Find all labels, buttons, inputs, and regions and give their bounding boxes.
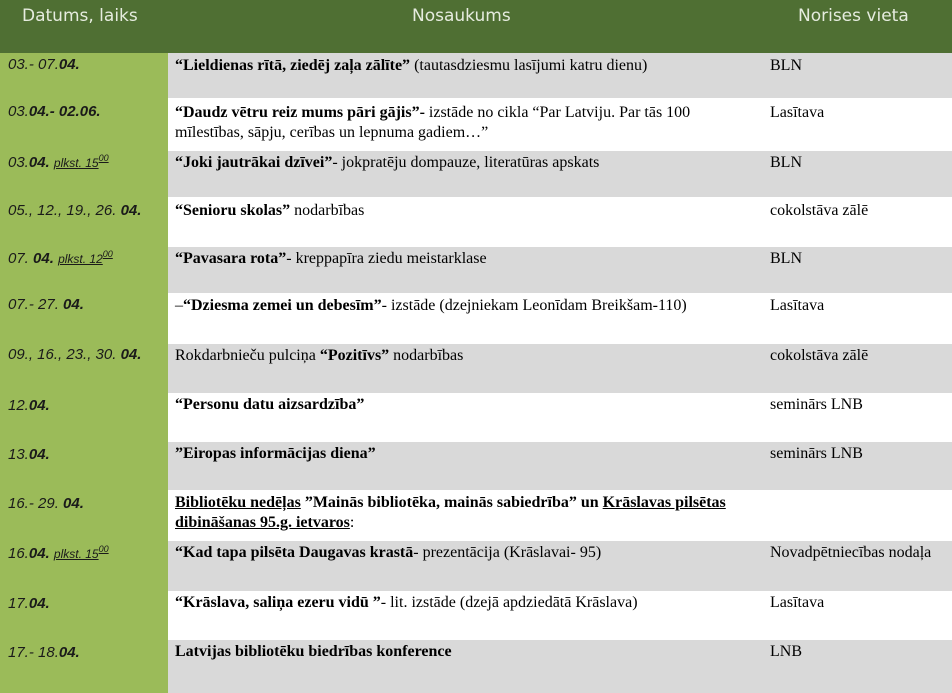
header-date: Datums, laiks <box>22 6 138 26</box>
date-cell: 07.- 27. 04. <box>8 296 84 313</box>
place-cell: BLN <box>770 250 802 267</box>
place-cell: cokolstāva zālē <box>770 347 869 364</box>
title-cell: Bibliotēku nedēļas ”Mainās bibliotēka, mainās sabiedrība” un Krāslavas pilsētas dibināšanas 95.g. ietvaros: <box>175 494 726 531</box>
place-cell: Lasītava <box>770 104 825 121</box>
title-cell: “Personu datu aizsardzība” <box>175 396 365 413</box>
title-cell: “Daudz vētru reiz mums pāri gājis”- izstāde no cikla “Par Latviju. Par tās 100 mīlestības, sāpju, cerības un lepnuma gadiem…” <box>175 104 691 141</box>
date-cell: 07. 04. plkst. $12^{00}$ <box>8 249 113 267</box>
date-cell: 16.- 29. 04. <box>8 495 84 512</box>
title-cell: ”Eiropas informācijas diena” <box>175 445 376 462</box>
title-cell: “Joki jautrākai dzīvei”- jokpratēju dompauze, literatūras apskats <box>175 154 600 171</box>
place-cell: LNB <box>770 643 802 660</box>
date-cell: 16.04. plkst. $15^{00}$ <box>8 544 109 562</box>
date-cell: 05., 12., 19., 26. 04. <box>8 202 142 219</box>
date-cell: 17.- 18.04. <box>8 644 80 661</box>
title-cell: “Krāslava, saliņa ezeru vidū ”- lit. izstāde (dzejā apdziedātā Krāslava) <box>175 594 638 611</box>
title-cell: Latvijas bibliotēku biedrības konference <box>175 643 452 660</box>
place-cell: Novadpētniecības nodaļa <box>770 544 932 561</box>
title-cell: “Pavasara rota”- kreppapīra ziedu meistarklase <box>175 250 487 267</box>
place-cell: BLN <box>770 154 802 171</box>
title-cell: Rokdarbnieču pulciņa “Pozitīvs” nodarbības <box>175 347 464 364</box>
place-cell: BLN <box>770 57 802 74</box>
title-cell: “Senioru skolas” nodarbības <box>175 202 365 219</box>
date-cell: 09., 16., 23., 30. 04. <box>8 346 142 363</box>
table-header <box>0 0 952 54</box>
date-cell: 03.04. plkst. $15^{00}$ <box>8 153 109 171</box>
date-cell: 03.- 07.04. <box>8 56 80 73</box>
place-cell: Lasītava <box>770 297 825 314</box>
date-cell: 03.04.- 02.06. <box>8 103 101 120</box>
place-cell: Lasītava <box>770 594 825 611</box>
title-cell: –“Dziesma zemei un debesīm”- izstāde (dzejniekam Leonīdam Breikšam-110) <box>175 297 687 314</box>
place-cell: seminārs LNB <box>770 396 863 413</box>
date-cell: 17.04. <box>8 595 50 612</box>
title-cell: “Kad tapa pilsēta Daugavas krastā- prezentācija (Krāslavai- 95) <box>175 544 602 561</box>
title-cell: “Lieldienas rītā, ziedēj zaļa zālīte” (tautasdziesmu lasījumi katru dienu) <box>175 57 648 74</box>
header-place: Norises vieta <box>798 6 909 26</box>
date-cell: 12.04. <box>8 397 50 414</box>
date-cell: 13.04. <box>8 446 50 463</box>
header-name: Nosaukums <box>412 6 511 26</box>
place-cell: cokolstāva zālē <box>770 202 869 219</box>
place-cell: seminārs LNB <box>770 445 863 462</box>
